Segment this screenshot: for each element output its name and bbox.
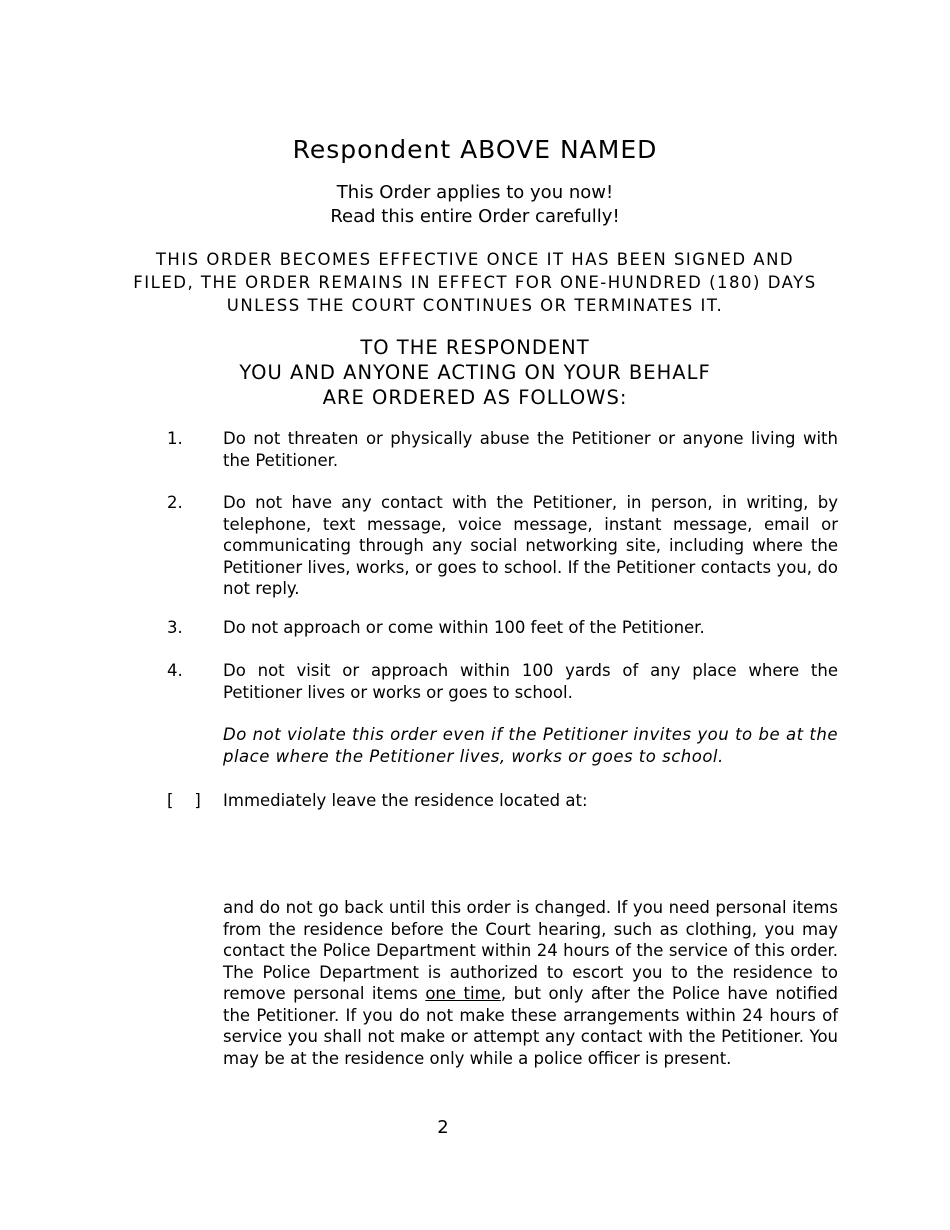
order-number: 2. xyxy=(167,493,183,512)
effective-notice-line-3: UNLESS THE COURT CONTINUES OR TERMINATES IT. xyxy=(226,296,724,315)
order-number: 3. xyxy=(167,618,183,637)
ordered-heading-line-2: YOU AND ANYONE ACTING ON YOUR BEHALF xyxy=(239,361,711,384)
warning-line-2: Read this entire Order carefully! xyxy=(330,206,620,227)
effective-notice xyxy=(100,248,850,317)
warning-line-1: This Order applies to you now! xyxy=(336,182,614,203)
order-note: Do not violate this order even if the Petitioner invites you to be at the place where the Petitioner lives, works or goes to school. xyxy=(223,725,838,766)
ordered-heading xyxy=(0,335,950,410)
residence-label: Immediately leave the residence located at: xyxy=(223,791,588,810)
order-text: Do not approach or come within 100 feet of the Petitioner. xyxy=(223,618,705,637)
effective-notice-line-1: THIS ORDER BECOMES EFFECTIVE ONCE IT HAS BEEN SIGNED AND xyxy=(155,250,795,269)
page-number: 2 xyxy=(437,1117,449,1138)
residence-text-underlined: one time xyxy=(425,984,501,1003)
ordered-heading-line-3: ARE ORDERED AS FOLLOWS: xyxy=(322,386,628,409)
residence-checkbox[interactable]: [ ] xyxy=(167,791,201,810)
residence-text-before: and do not go back until this order is changed. If you need personal items from the residence before the Court hearing, such as clothing, you may contact the Police Department within 24 hours of the service of this order. The Police Department is authorized to escort you to the residence to remove personal items xyxy=(223,898,838,1003)
order-text: Do not have any contact with the Petitioner, in person, in writing, by telephone, text message, voice message, instant message, email or communicating through any social networking site, including where the Petitioner lives, works, or goes to school. If the Petitioner contacts you, do not reply. xyxy=(223,493,838,598)
effective-notice-line-2: FILED, THE ORDER REMAINS IN EFFECT FOR ONE-HUNDRED (180) DAYS xyxy=(133,273,817,292)
residence-text xyxy=(223,897,838,1069)
ordered-heading-line-1: TO THE RESPONDENT xyxy=(360,336,590,359)
order-number: 4. xyxy=(167,661,183,680)
warning-block xyxy=(0,181,950,229)
order-number: 1. xyxy=(167,429,183,448)
residence-text-after: , but only after the Police have notified the Petitioner. If you do not make these arrangements within 24 hours of service you shall not make or attempt any contact with the Petitioner. You may be at the residence only while a police officer is present. xyxy=(223,984,838,1068)
order-text: Do not threaten or physically abuse the Petitioner or anyone living with the Petitioner. xyxy=(223,429,838,470)
order-text: Do not visit or approach within 100 yards of any place where the Petitioner lives or works or goes to school. xyxy=(223,661,838,702)
page-title: Respondent ABOVE NAMED xyxy=(292,135,658,164)
